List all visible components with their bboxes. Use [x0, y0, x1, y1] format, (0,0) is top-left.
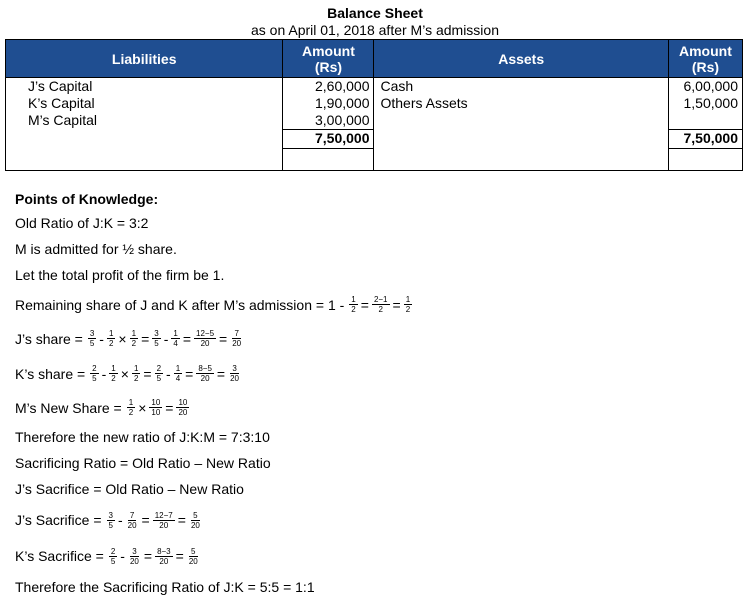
- liability-item: J’s Capital: [28, 78, 93, 94]
- liability-total: 7,50,000: [283, 129, 373, 149]
- fraction: $\frac{12-5}{20}$: [196, 329, 215, 348]
- fraction: $\frac{1}{2}$: [133, 364, 139, 383]
- fraction: $\frac{12-7}{20}$: [154, 510, 173, 530]
- fraction: $\frac{2}{5}$: [110, 546, 116, 566]
- total-gap: [669, 149, 742, 163]
- old-ratio-line: [15, 210, 735, 236]
- j-share-line: [15, 321, 735, 356]
- minus-sign: -: [117, 512, 123, 528]
- line-label: K’s share =: [15, 365, 86, 382]
- equals-sign: =: [143, 365, 152, 382]
- line-label: K’s Sacrifice =: [15, 548, 104, 564]
- equals-sign: =: [141, 330, 150, 347]
- k-share-line: [15, 356, 735, 391]
- points-of-knowledge: [15, 188, 735, 600]
- remaining-share-line: [15, 288, 735, 321]
- fraction: $\frac{3}{5}$: [89, 329, 95, 348]
- liability-amount: 2,60,000: [314, 78, 370, 94]
- line-text: M is admitted for ½ share.: [15, 241, 177, 257]
- equals-sign: =: [185, 365, 194, 382]
- line-label: J’s Sacrifice =: [15, 512, 102, 528]
- header-amount-left: Amount (Rs): [283, 40, 374, 78]
- minus-sign: -: [99, 330, 104, 347]
- sheet-subtitle: as on April 01, 2018 after M’s admission: [251, 22, 499, 38]
- asset-amount: 1,50,000: [683, 95, 738, 111]
- fraction: $\frac{3}{20}$: [230, 364, 240, 383]
- liability-amount: 1,90,000: [314, 95, 370, 111]
- sheet-title: Balance Sheet: [327, 5, 423, 21]
- total-profit-line: [15, 262, 735, 288]
- fraction: $\frac{1}{2}$: [111, 364, 116, 383]
- equals-sign: =: [182, 330, 192, 347]
- table-body-row: [6, 78, 743, 171]
- line-text: Therefore the new ratio of J:K:M = 7:3:10: [15, 429, 270, 445]
- admission-line: [15, 236, 735, 262]
- line-text: Sacrificing Ratio = Old Ratio – New Ratio: [15, 455, 271, 471]
- equals-sign: =: [392, 296, 401, 313]
- asset-item: Others Assets: [380, 95, 468, 111]
- asset-amounts-cell: [668, 78, 742, 171]
- line-text: Let the total profit of the firm be 1.: [15, 267, 225, 283]
- assets-cell: [374, 78, 668, 171]
- fraction: $\frac{5}{20}$: [190, 510, 200, 530]
- equals-sign: =: [143, 548, 153, 564]
- line-label: J’s share =: [15, 330, 83, 347]
- minus-sign: -: [166, 365, 171, 382]
- equals-sign: =: [175, 548, 184, 564]
- total-gap: [283, 149, 373, 163]
- fraction: $\frac{7}{20}$: [127, 510, 137, 530]
- liabilities-cell: [6, 78, 283, 171]
- fraction: $\frac{8-3}{20}$: [157, 546, 171, 566]
- header-assets: Assets: [374, 40, 668, 78]
- final-ratio-line: [15, 574, 735, 600]
- asset-item: Cash: [380, 78, 414, 94]
- equals-sign: =: [177, 512, 186, 528]
- new-ratio-line: [15, 424, 735, 450]
- fraction: $\frac{2-1}{2}$: [373, 295, 388, 314]
- j-sacrifice-line: [15, 502, 735, 538]
- minus-sign: -: [120, 548, 125, 564]
- fraction: $\frac{1}{4}$: [173, 329, 178, 348]
- asset-amount-blank: [669, 112, 742, 129]
- times-sign: ×: [138, 399, 147, 416]
- equals-sign: =: [219, 330, 228, 347]
- fraction: $\frac{1}{2}$: [351, 295, 356, 314]
- fraction: $\frac{2}{5}$: [156, 364, 162, 383]
- line-label: Remaining share of J and K after M’s admission = 1 -: [15, 296, 345, 313]
- header-amount-right: Amount (Rs): [668, 40, 742, 78]
- equals-sign: =: [216, 365, 226, 382]
- asset-amount: 6,00,000: [683, 78, 738, 94]
- m-share-line: [15, 391, 735, 424]
- line-text: Old Ratio of J:K = 3:2: [15, 215, 149, 231]
- sacrificing-ratio-line: [15, 450, 735, 476]
- times-sign: ×: [118, 330, 127, 347]
- k-sacrifice-line: [15, 538, 735, 574]
- liability-item: K’s Capital: [28, 95, 95, 111]
- line-text: J’s Sacrifice = Old Ratio – New Ratio: [15, 481, 244, 497]
- equals-sign: =: [360, 296, 369, 313]
- equals-sign: =: [165, 399, 174, 416]
- minus-sign: -: [163, 330, 169, 347]
- balance-sheet-table: [5, 39, 743, 171]
- fraction: $\frac{2}{5}$: [92, 364, 97, 383]
- line-label: M’s New Share =: [15, 399, 122, 416]
- line-text: Therefore the Sacrificing Ratio of J:K = 5:5 = 1:1: [15, 579, 315, 595]
- fraction: $\frac{10}{10}$: [151, 398, 161, 417]
- header-liabilities: Liabilities: [6, 40, 283, 78]
- fraction: $\frac{1}{2}$: [131, 329, 137, 348]
- table-header-row: [6, 40, 743, 78]
- asset-total: 7,50,000: [669, 129, 742, 149]
- fraction: $\frac{5}{20}$: [188, 546, 198, 566]
- liability-item: M’s Capital: [28, 112, 97, 128]
- times-sign: ×: [120, 365, 129, 382]
- fraction: $\frac{1}{2}$: [108, 329, 114, 348]
- fraction: $\frac{10}{20}$: [178, 398, 188, 417]
- fraction: $\frac{7}{20}$: [232, 329, 242, 348]
- fraction: $\frac{3}{5}$: [108, 510, 113, 530]
- fraction: $\frac{1}{4}$: [175, 364, 181, 383]
- equals-sign: =: [141, 512, 150, 528]
- minus-sign: -: [101, 365, 107, 382]
- fraction: $\frac{8-5}{20}$: [198, 364, 212, 383]
- fraction: $\frac{3}{5}$: [154, 329, 159, 348]
- fraction: $\frac{3}{20}$: [129, 546, 139, 566]
- liability-amounts-cell: [283, 78, 374, 171]
- fraction: $\frac{1}{2}$: [128, 398, 134, 417]
- fraction: $\frac{1}{2}$: [405, 295, 411, 314]
- j-sacrifice-formula-line: [15, 476, 735, 502]
- liability-amount: 3,00,000: [314, 112, 370, 128]
- knowledge-heading: Points of Knowledge:: [15, 191, 159, 207]
